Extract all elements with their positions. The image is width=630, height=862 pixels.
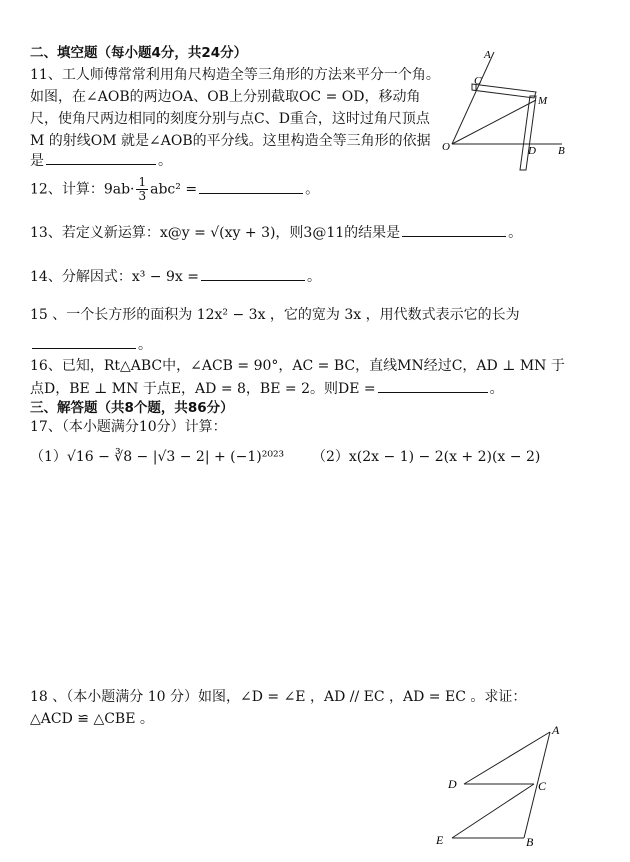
q11-answer-blank[interactable] <box>46 150 156 165</box>
section-heading-fill-in: 二、填空题（每小题4分，共24分） <box>30 45 248 61</box>
q14-suffix: 。 <box>306 269 321 285</box>
label-D: D <box>448 777 457 791</box>
q14 <box>30 266 321 286</box>
q13-text: 13、若定义新运算：x@y = √(xy + 3)，则3@11的结果是 <box>30 225 401 241</box>
ray-om <box>452 100 536 144</box>
q18-line2: △ACD ≌ △CBE 。 <box>30 711 154 727</box>
q16-line1: 16、已知，Rt△ABC中，∠ACB = 90°，AC = BC，直线MN经过C，AD ⊥ MN 于 <box>30 358 565 374</box>
q18-line1: 18 、（本小题满分 10 分）如图，∠D = ∠E ，AD // EC ，AD = EC 。求证： <box>30 689 527 705</box>
q11-line1: 11、工人师傅常常利用角尺构造全等三角形的方法来平分一个角。 <box>30 67 440 83</box>
q15-suffix: 。 <box>138 337 152 353</box>
q12-numerator: 1 <box>138 175 147 189</box>
q12-fraction <box>136 176 148 203</box>
label-M: M <box>538 95 548 107</box>
label-B: B <box>526 835 534 849</box>
q12-denominator: 3 <box>138 189 147 203</box>
q11-line3: 尺，使角尺两边相同的刻度分别与点C、D重合，这时过角尺顶点 <box>30 111 430 127</box>
label-E: E <box>436 833 444 847</box>
q14-text: 14、分解因式：x³ − 9x = <box>30 269 199 285</box>
segment-ec <box>452 784 534 838</box>
q12-answer-blank[interactable] <box>199 179 303 194</box>
figure-angle-bisector <box>440 44 580 174</box>
q12-suffix: 。 <box>305 181 320 198</box>
q11-prefix: 是 <box>30 153 44 169</box>
label-D: D <box>528 145 536 157</box>
q13-answer-blank[interactable] <box>402 222 506 237</box>
label-O: O <box>442 141 450 153</box>
q13-suffix: 。 <box>508 225 523 241</box>
segment-ab <box>524 732 550 838</box>
q14-answer-blank[interactable] <box>201 266 305 281</box>
q15-line2 <box>30 334 152 354</box>
q16-text: 点D，BE ⊥ MN 于点E，AD = 8，BE = 2。则DE = <box>30 381 376 397</box>
label-A: A <box>484 49 491 61</box>
label-A: A <box>552 723 560 737</box>
q11-line5 <box>30 150 172 170</box>
q17-part2: （2）x(2x − 1) − 2(x + 2)(x − 2) <box>312 449 541 465</box>
q11-line2: 如图，在∠AOB的两边OA、OB上分别截取OC = OD，移动角 <box>30 89 421 105</box>
q11-line4: M 的射线OM 就是∠AOB的平分线。这里构造全等三角形的依据 <box>30 133 431 149</box>
q16-line2 <box>30 378 504 398</box>
q15-line1: 15 、一个长方形的面积为 12x² − 3x ，它的宽为 3x ，用代数式表示它的长为 <box>30 307 520 323</box>
label-C: C <box>474 75 482 87</box>
q17-part1: （1）√16 − ∛8 − |√3 − 2| + (−1)²⁰²³ <box>30 449 285 465</box>
segment-ad <box>464 732 550 784</box>
section-heading-solutions: 三、解答题（共8个题，共86分） <box>30 400 234 416</box>
q13 <box>30 222 522 242</box>
q16-answer-blank[interactable] <box>378 378 488 393</box>
label-C: C <box>538 779 547 793</box>
q17-title: 17、（本小题满分10分）计算： <box>30 419 227 435</box>
q16-suffix: 。 <box>489 381 504 397</box>
q12 <box>30 176 319 203</box>
label-B: B <box>558 145 565 157</box>
ray-oa <box>452 52 494 144</box>
q12-prefix: 12、计算：9ab· <box>30 181 135 198</box>
figure-congruent-triangles <box>430 720 570 852</box>
q12-after: abc² = <box>150 181 198 198</box>
ruler-arm-1 <box>472 84 536 98</box>
q15-answer-blank[interactable] <box>32 334 136 349</box>
q11-suffix: 。 <box>158 153 172 169</box>
